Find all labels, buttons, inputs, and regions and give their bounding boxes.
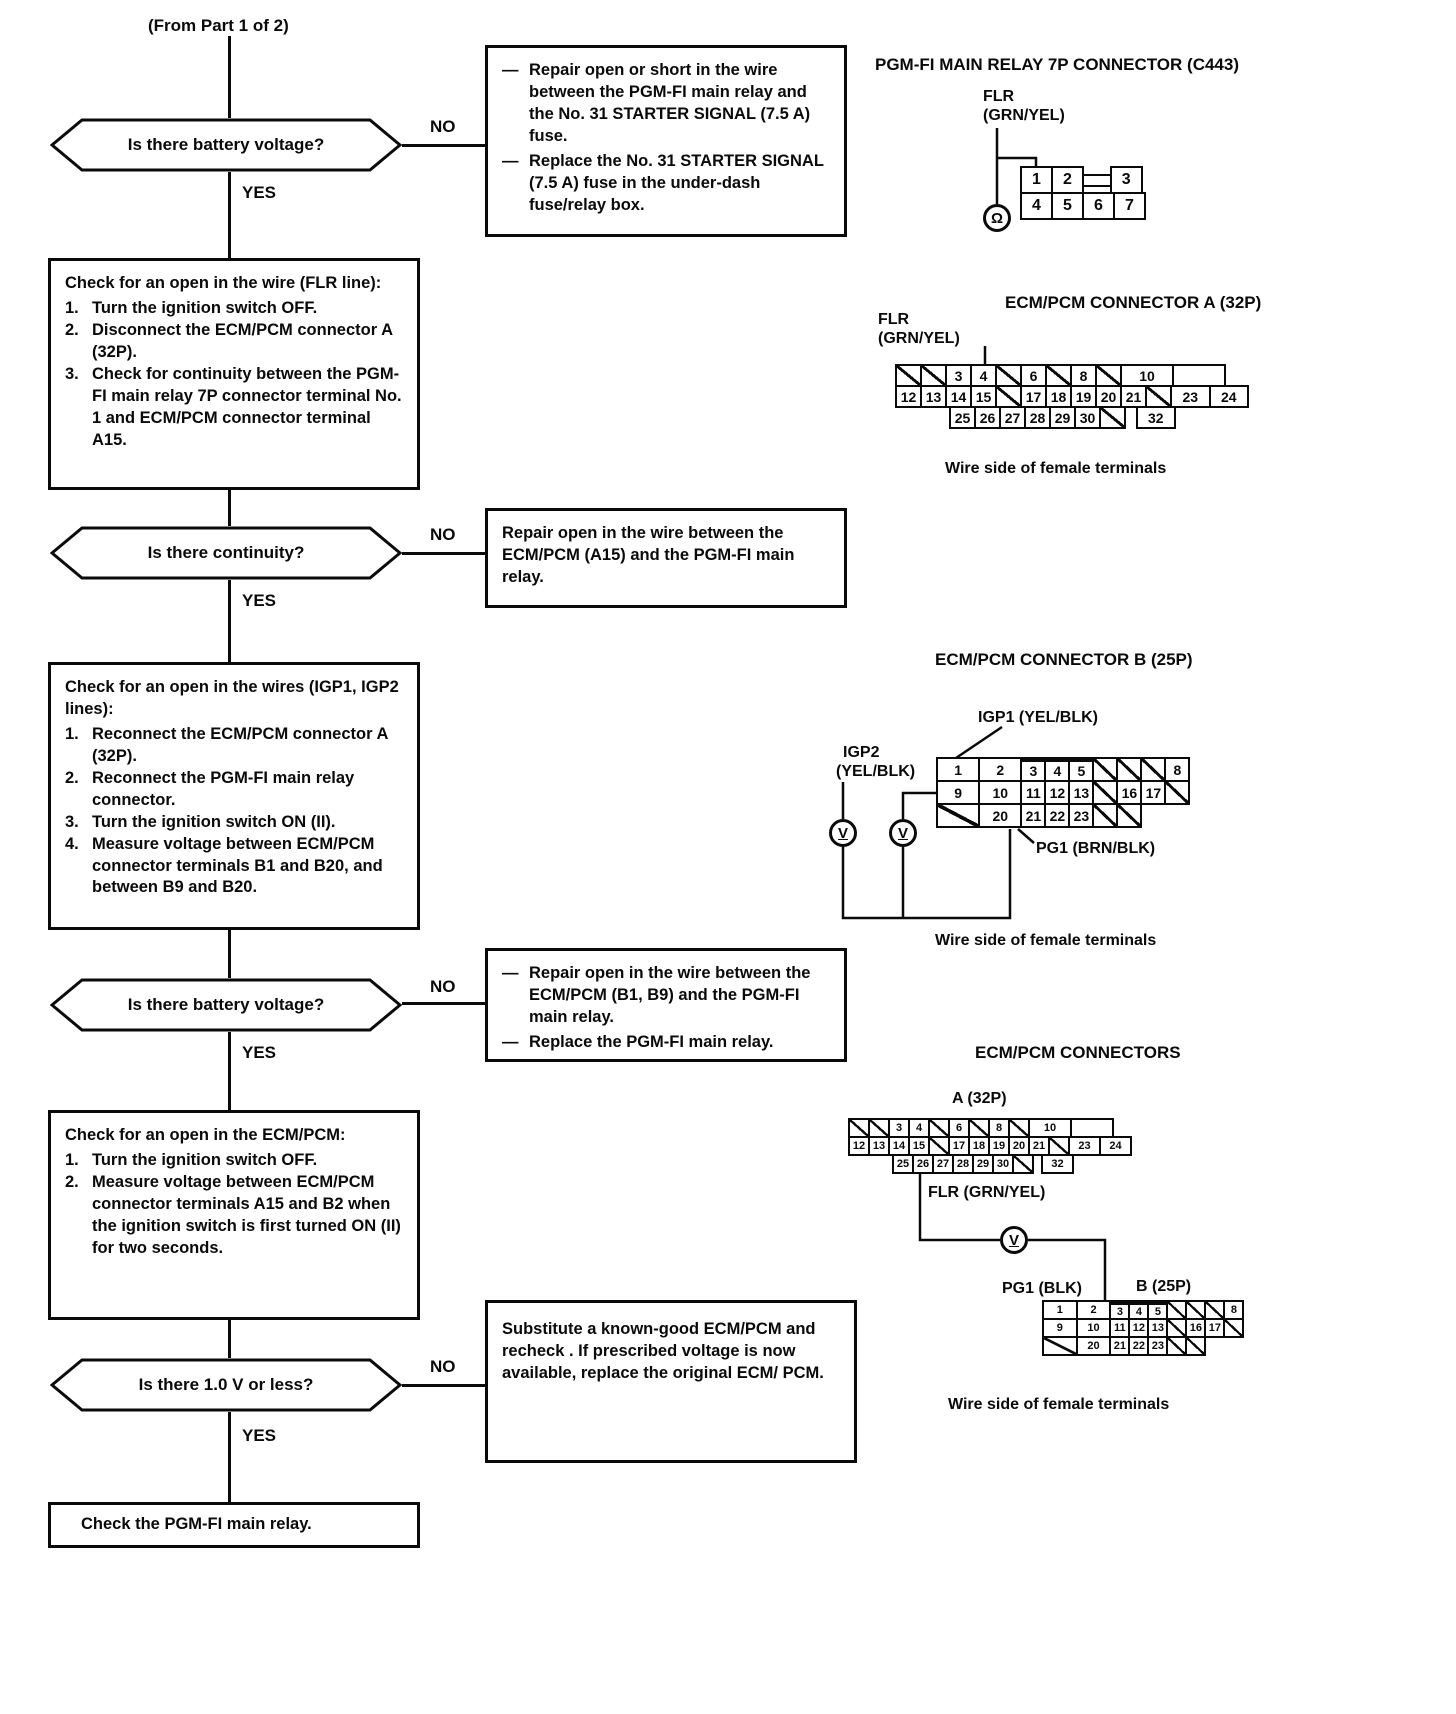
igp2-color-label: (YEL/BLK) [836, 763, 916, 780]
voltmeter-icon [1000, 1226, 1028, 1254]
connector-terminal-cell: 17 [1020, 385, 1047, 408]
connector-terminal-cell: 8 [988, 1118, 1010, 1138]
step-number: 4. [65, 834, 79, 853]
flow-line [228, 172, 231, 258]
connector-terminal-cell: 10 [1120, 364, 1174, 387]
action-text: Substitute a known-good ECM/PCM and recheck . If prescribed voltage is now available, replace the original ECM/ PCM. [502, 1320, 824, 1382]
connector-terminal-cell: 14 [888, 1136, 910, 1156]
yes-label: YES [242, 1426, 277, 1445]
flr-color-label: (GRN/YEL) [983, 107, 1065, 124]
connector-terminal-cell: 29 [972, 1154, 994, 1174]
connector-terminal-cell: 32 [1041, 1154, 1074, 1174]
connector-terminal-cell: 23 [1170, 385, 1211, 408]
connector-terminal-cell: 21 [1109, 1336, 1130, 1356]
flow-line [228, 1412, 231, 1502]
volt-symbol: V [1008, 1231, 1019, 1249]
flr-label: FLR [878, 311, 910, 328]
connector-terminal-cell [1166, 1336, 1187, 1356]
connector-terminal-cell [1204, 1300, 1225, 1320]
decision-label: Is there continuity? [147, 543, 305, 562]
connector-terminal-cell: 5 [1051, 192, 1084, 220]
connector-terminal-cell: 3 [888, 1118, 910, 1138]
connector-terminal-cell: 3 [945, 364, 972, 387]
connector-terminal-cell: 8 [1070, 364, 1097, 387]
connector-terminal-cell: 4 [908, 1118, 930, 1138]
connector-terminal-cell: 15 [908, 1136, 930, 1156]
igp1-label: IGP1 (YEL/BLK) [978, 709, 1099, 726]
connector-terminal-cell: 22 [1128, 1336, 1149, 1356]
connector-terminal-cell: 11 [1109, 1318, 1130, 1338]
connector-terminal-cell: 27 [999, 406, 1026, 429]
action-item [502, 151, 830, 217]
connector-a-grid-small [848, 1118, 1132, 1174]
connector-terminal-cell [1095, 364, 1122, 387]
connector-terminal-cell: 29 [1049, 406, 1076, 429]
connector-terminal-cell [1092, 757, 1118, 782]
process-step [65, 320, 403, 364]
connector-terminal-cell: 17 [948, 1136, 970, 1156]
connector-terminal-cell: 22 [1044, 803, 1070, 828]
connector-terminal-cell [995, 385, 1022, 408]
decision-battery-voltage [50, 118, 402, 172]
connector-terminal-cell: 23 [1147, 1336, 1168, 1356]
connector-terminal-cell: 2 [1051, 166, 1084, 194]
flow-line [228, 580, 231, 662]
connector-b-title: ECM/PCM CONNECTOR B (25P) [935, 650, 1193, 669]
action-item [502, 963, 830, 1029]
connector-terminal-cell [928, 1136, 950, 1156]
process-step [65, 1172, 403, 1260]
connector-terminal-cell [1166, 1300, 1187, 1320]
connector-b-grid [936, 757, 1190, 828]
connector-a-grid [895, 364, 1249, 429]
action-repair-a15-wire [485, 508, 847, 608]
action-substitute-ecm-pcm [485, 1300, 857, 1463]
connector-terminal-cell: 8 [1164, 757, 1190, 782]
connector-b-grid-small [1042, 1300, 1244, 1356]
process-step [65, 1150, 403, 1172]
connector-terminal-cell [1082, 174, 1112, 187]
action-item [502, 60, 830, 148]
yes-label: YES [242, 1043, 277, 1062]
pg1-label: PG1 (BRN/BLK) [1036, 840, 1156, 857]
connector-terminal-cell: 12 [1044, 780, 1070, 805]
connector-a-small-label: A (32P) [952, 1090, 1007, 1107]
flr-label: FLR [983, 88, 1015, 105]
no-label: NO [430, 977, 456, 996]
connector-terminal-cell: 24 [1099, 1136, 1132, 1156]
connector-terminal-cell: 21 [1020, 803, 1046, 828]
connector-terminal-cell: 3 [1020, 757, 1046, 782]
step-number: 2. [65, 1172, 79, 1191]
connector-terminal-cell [848, 1118, 870, 1138]
final-check-main-relay [48, 1502, 420, 1548]
flow-line [228, 490, 231, 526]
flow-line [228, 36, 231, 118]
connector-terminal-cell: 23 [1068, 803, 1094, 828]
dash: — [502, 1032, 519, 1051]
decision-one-volt-or-less [50, 1358, 402, 1412]
connector-terminal-cell: 10 [1028, 1118, 1072, 1138]
connector-terminal-cell: 14 [945, 385, 972, 408]
connector-terminal-cell [868, 1118, 890, 1138]
connector-terminal-cell [1116, 757, 1142, 782]
action-text: Repair open in the wire between the ECM/PCM (A15) and the PGM-FI main relay. [502, 524, 795, 586]
connector-terminal-cell [968, 1118, 990, 1138]
connector-terminal-cell: 27 [932, 1154, 954, 1174]
process-title: Check for an open in the ECM/PCM: [65, 1126, 346, 1144]
connector-terminal-cell [1145, 385, 1172, 408]
step-number: 1. [65, 1150, 79, 1169]
decision-continuity [50, 526, 402, 580]
step-text: Check for continuity between the PGM-FI main relay 7P connector terminal No. 1 and ECM/PCM connector terminal A15. [92, 364, 402, 449]
dash: — [502, 151, 519, 170]
connector-terminal-cell [1140, 757, 1166, 782]
connector-terminal-cell [995, 364, 1022, 387]
connector-terminal-cell: 4 [970, 364, 997, 387]
process-step [65, 812, 403, 834]
connector-terminal-cell [1008, 1118, 1030, 1138]
flow-line-no [402, 144, 485, 147]
connector-terminal-cell [895, 364, 922, 387]
connector-terminal-cell: 2 [1076, 1300, 1112, 1320]
connector-terminal-cell: 26 [912, 1154, 934, 1174]
step-text: Turn the ignition switch OFF. [92, 1150, 318, 1169]
flow-line [228, 1320, 231, 1358]
flow-line-no [402, 1384, 485, 1387]
volt-symbol: V [897, 824, 908, 842]
connector-terminal-cell: 5 [1147, 1300, 1168, 1320]
connector-terminal-cell: 21 [1028, 1136, 1050, 1156]
final-text: Check the PGM-FI main relay. [81, 1515, 312, 1534]
connector-terminal-cell [928, 1118, 950, 1138]
connector-terminal-cell [1185, 1300, 1206, 1320]
connector-terminal-cell: 9 [936, 780, 980, 805]
connector-terminal-cell: 20 [1076, 1336, 1112, 1356]
no-label: NO [430, 1357, 456, 1376]
connector-terminal-cell [1012, 1154, 1034, 1174]
connector-terminal-cell [1042, 1336, 1078, 1356]
connector-terminal-cell: 16 [1116, 780, 1142, 805]
process-step [65, 768, 403, 812]
step-number: 2. [65, 768, 79, 787]
connector-terminal-cell [1045, 364, 1072, 387]
connector-terminal-cell: 13 [1068, 780, 1094, 805]
connector-terminal-cell: 11 [1020, 780, 1046, 805]
step-number: 1. [65, 724, 79, 743]
connector-terminal-cell: 6 [1020, 364, 1047, 387]
connector-terminal-cell: 4 [1044, 757, 1070, 782]
action-repair-starter-signal-fuse [485, 45, 847, 237]
wire-side-caption: Wire side of female terminals [935, 932, 1157, 949]
connector-terminal-cell [1070, 1118, 1114, 1138]
dash: — [502, 964, 519, 982]
connector-terminal-cell: 18 [1045, 385, 1072, 408]
step-number: 2. [65, 320, 79, 339]
decision-label: Is there battery voltage? [127, 995, 325, 1014]
connector-terminal-cell: 28 [1024, 406, 1051, 429]
process-check-ecm-pcm [48, 1110, 420, 1320]
relay-7p-connector-grid [1020, 166, 1146, 220]
connector-terminal-cell: 18 [968, 1136, 990, 1156]
process-step [65, 724, 403, 768]
action-item [502, 1032, 830, 1054]
action-text: Repair open or short in the wire between the PGM-FI main relay and the No. 31 STARTER SIGNAL (7.5 A) fuse. [529, 61, 811, 145]
flow-line [228, 930, 231, 978]
decision-battery-voltage-2 [50, 978, 402, 1032]
connector-terminal-cell: 12 [848, 1136, 870, 1156]
ohm-symbol: Ω [990, 209, 1004, 227]
connector-terminal-cell: 6 [948, 1118, 970, 1138]
voltmeter-icon [889, 819, 917, 847]
step-text: Turn the ignition switch OFF. [92, 298, 318, 317]
connector-terminal-cell: 26 [974, 406, 1001, 429]
connector-terminal-cell: 12 [895, 385, 922, 408]
process-step [65, 298, 403, 320]
connector-terminal-cell [1092, 780, 1118, 805]
connector-terminal-cell [1185, 1336, 1206, 1356]
connector-terminal-cell [1164, 780, 1190, 805]
connector-terminal-cell: 12 [1128, 1318, 1149, 1338]
connector-terminal-cell: 4 [1128, 1300, 1149, 1320]
yes-label: YES [242, 183, 277, 202]
connector-terminal-cell: 1 [1020, 166, 1053, 194]
connector-terminal-cell: 30 [992, 1154, 1014, 1174]
volt-symbol: V [837, 824, 848, 842]
step-text: Reconnect the PGM-FI main relay connector. [92, 768, 355, 809]
step-text: Turn the ignition switch ON (II). [92, 812, 336, 831]
connector-terminal-cell: 25 [949, 406, 976, 429]
connector-terminal-cell: 19 [988, 1136, 1010, 1156]
voltmeter-icon [829, 819, 857, 847]
connector-terminal-cell: 25 [892, 1154, 914, 1174]
connector-terminal-cell: 32 [1136, 406, 1177, 429]
connector-terminal-cell: 17 [1140, 780, 1166, 805]
connector-terminal-cell: 10 [1076, 1318, 1112, 1338]
connector-terminal-cell: 19 [1070, 385, 1097, 408]
yes-label: YES [242, 591, 277, 610]
connector-terminal-cell: 6 [1082, 192, 1115, 220]
flr-color-label: (GRN/YEL) [878, 330, 960, 347]
wire-side-caption: Wire side of female terminals [945, 460, 1167, 477]
connector-terminal-cell [1092, 803, 1118, 828]
relay-7p-title: PGM-FI MAIN RELAY 7P CONNECTOR (C443) [875, 55, 1239, 74]
connector-terminal-cell: 13 [920, 385, 947, 408]
connector-terminal-cell: 2 [978, 757, 1022, 782]
connector-terminal-cell: 17 [1204, 1318, 1225, 1338]
connector-terminal-cell: 20 [1008, 1136, 1030, 1156]
connector-terminal-cell [1099, 406, 1126, 429]
from-label: (From Part 1 of 2) [148, 16, 289, 35]
step-text: Disconnect the ECM/PCM connector A (32P). [92, 320, 393, 361]
connector-terminal-cell: 15 [970, 385, 997, 408]
no-label: NO [430, 117, 456, 136]
connector-terminal-cell [920, 364, 947, 387]
no-label: NO [430, 525, 456, 544]
process-check-flr-line [48, 258, 420, 490]
connector-terminal-cell: 20 [1095, 385, 1122, 408]
step-text: Measure voltage between ECM/PCM connector terminals B1 and B20, and between B9 and B20. [92, 834, 383, 897]
step-number: 3. [65, 364, 79, 383]
connector-terminal-cell: 1 [1042, 1300, 1078, 1320]
connector-terminal-cell [1172, 364, 1226, 387]
connector-a-title: ECM/PCM CONNECTOR A (32P) [1005, 293, 1262, 312]
flow-line-no [402, 1002, 485, 1005]
step-number: 1. [65, 298, 79, 317]
connector-terminal-cell: 3 [1110, 166, 1143, 194]
connector-terminal-cell: 20 [978, 803, 1022, 828]
combined-connectors-title: ECM/PCM CONNECTORS [975, 1043, 1181, 1062]
action-text: Repair open in the wire between the ECM/PCM (B1, B9) and the PGM-FI main relay. [529, 964, 811, 1026]
connector-b-small-label: B (25P) [1136, 1278, 1192, 1295]
step-text: Measure voltage between ECM/PCM connector terminals A15 and B2 when the ignition switch is first turned ON (II) for two seconds. [92, 1172, 401, 1257]
decision-label: Is there battery voltage? [127, 135, 325, 154]
connector-terminal-cell: 13 [868, 1136, 890, 1156]
connector-terminal-cell: 7 [1113, 192, 1146, 220]
flow-line-no [402, 552, 485, 555]
connector-terminal-cell: 5 [1068, 757, 1094, 782]
connector-terminal-cell: 28 [952, 1154, 974, 1174]
dash: — [502, 61, 519, 79]
connector-terminal-cell: 21 [1120, 385, 1147, 408]
connector-terminal-cell [1048, 1136, 1070, 1156]
action-repair-b1-b9-wire [485, 948, 847, 1062]
igp2-label: IGP2 [843, 744, 880, 761]
connector-terminal-cell: 30 [1074, 406, 1101, 429]
wire-side-caption: Wire side of female terminals [948, 1396, 1170, 1413]
connector-terminal-cell: 8 [1223, 1300, 1244, 1320]
connector-terminal-cell: 3 [1109, 1300, 1130, 1320]
connector-terminal-cell [1166, 1318, 1187, 1338]
action-text: Replace the PGM-FI main relay. [529, 1032, 774, 1051]
connector-terminal-cell [1223, 1318, 1244, 1338]
connector-terminal-cell [936, 803, 980, 828]
process-check-igp-lines [48, 662, 420, 930]
flow-line [228, 1032, 231, 1110]
process-title: Check for an open in the wires (IGP1, IGP2 lines): [65, 678, 399, 718]
step-number: 3. [65, 812, 79, 831]
flr-label: FLR (GRN/YEL) [928, 1184, 1046, 1201]
ohmmeter-icon [983, 204, 1011, 232]
action-text: Replace the No. 31 STARTER SIGNAL (7.5 A) fuse in the under-dash fuse/relay box. [529, 151, 824, 214]
connector-terminal-cell: 24 [1209, 385, 1250, 408]
connector-terminal-cell: 23 [1068, 1136, 1101, 1156]
connector-terminal-cell: 13 [1147, 1318, 1168, 1338]
connector-terminal-cell: 10 [978, 780, 1022, 805]
connector-terminal-cell: 1 [936, 757, 980, 782]
decision-label: Is there 1.0 V or less? [138, 1375, 314, 1394]
pg1-blk-label: PG1 (BLK) [1002, 1280, 1082, 1297]
connector-terminal-cell: 4 [1020, 192, 1053, 220]
connector-terminal-cell: 9 [1042, 1318, 1078, 1338]
connector-terminal-cell: 16 [1185, 1318, 1206, 1338]
connector-terminal-cell [1116, 803, 1142, 828]
process-title: Check for an open in the wire (FLR line): [65, 274, 382, 292]
step-text: Reconnect the ECM/PCM connector A (32P). [92, 724, 388, 765]
process-step [65, 364, 403, 452]
process-step [65, 834, 403, 900]
